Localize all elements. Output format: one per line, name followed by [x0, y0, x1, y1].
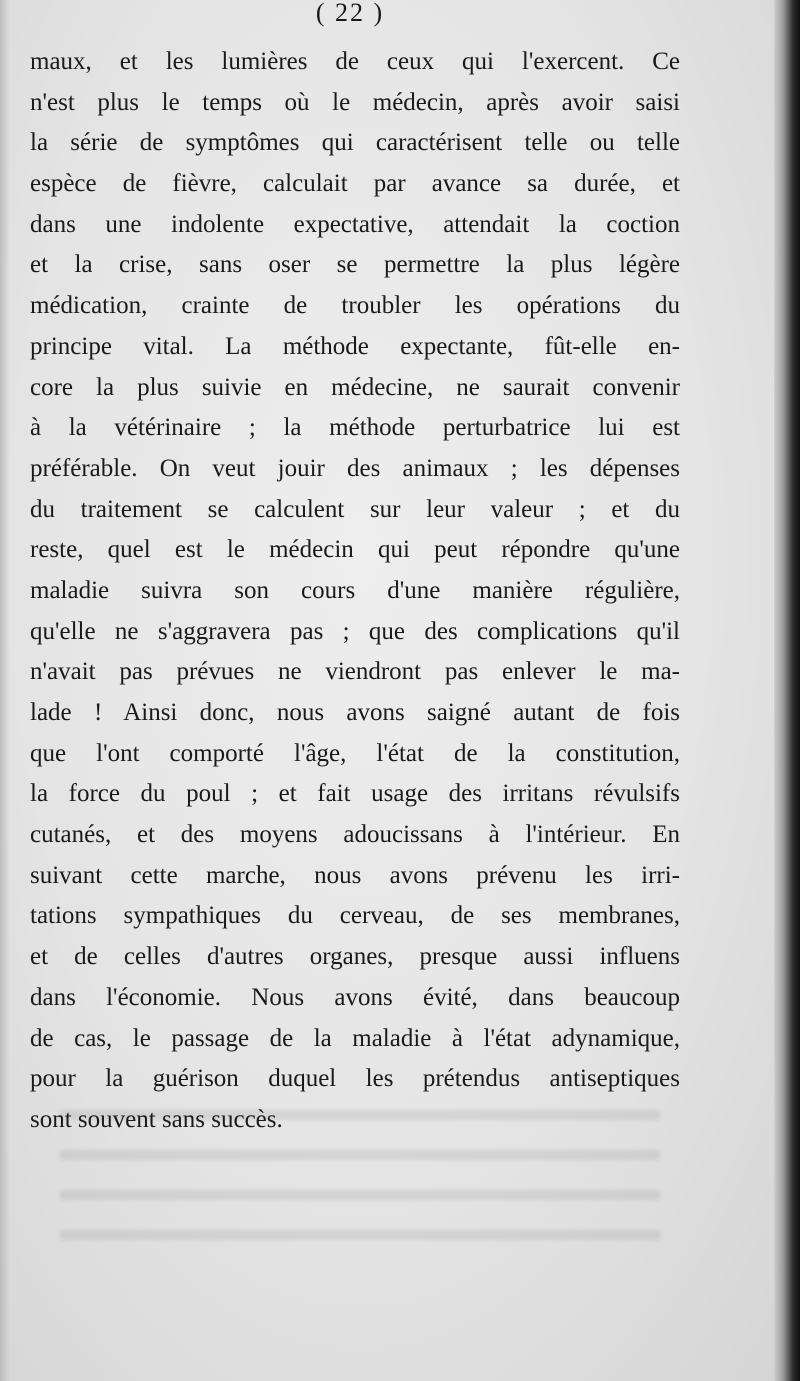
text-line: et la crise, sans oser se permettre la plus légère — [30, 251, 680, 279]
text-line-last: sont souvent sans succès. — [30, 1105, 283, 1133]
text-line: médication, crainte de troubler les opérations du — [30, 292, 680, 320]
text-line: dans une indolente expectative, attendait la coction — [30, 210, 680, 238]
text-line: suivant cette marche, nous avons prévenu les irri- — [30, 861, 680, 889]
text-line: à la vétérinaire ; la méthode perturbatrice lui est — [30, 414, 680, 442]
text-line: maux, et les lumières de ceux qui l'exercent. Ce — [30, 48, 680, 75]
body-text — [30, 42, 680, 1141]
text-line: espèce de fièvre, calculait par avance sa durée, et — [30, 170, 680, 198]
text-line: reste, quel est le médecin qui peut répondre qu'une — [30, 536, 680, 564]
text-line: pour la guérison duquel les prétendus antiseptiques — [30, 1065, 680, 1093]
text-line: tations sympathiques du cerveau, de ses membranes, — [30, 902, 680, 930]
text-line: dans l'économie. Nous avons évité, dans beaucoup — [30, 983, 680, 1011]
text-line: la force du poul ; et fait usage des irritans révulsifs — [30, 780, 680, 808]
text-line: n'est plus le temps où le médecin, après avoir saisi — [30, 88, 680, 116]
text-line: la série de symptômes qui caractérisent telle ou telle — [30, 129, 680, 157]
text-line: lade ! Ainsi donc, nous avons saigné autant de fois — [30, 699, 680, 726]
page-number-header: ( 22 ) — [315, 0, 385, 27]
text-line: maladie suivra son cours d'une manière régulière, — [30, 576, 680, 604]
text-line: core la plus suivie en médecine, ne saurait convenir — [30, 373, 680, 401]
book-spine-shadow — [774, 0, 800, 1381]
page-left-edge — [0, 0, 10, 1381]
text-line: qu'elle ne s'aggravera pas ; que des complications qu'il — [30, 617, 680, 645]
text-line: n'avait pas prévues ne viendront pas enlever le ma- — [30, 658, 680, 686]
text-line: cutanés, et des moyens adoucissans à l'intérieur. En — [30, 821, 680, 849]
text-line: du traitement se calculent sur leur valeur ; et du — [30, 495, 680, 523]
text-line: que l'ont comporté l'âge, l'état de la constitution, — [30, 739, 680, 767]
text-line: et de celles d'autres organes, presque aussi influens — [30, 943, 680, 971]
text-line: principe vital. La méthode expectante, fût-elle en- — [30, 332, 680, 360]
text-line: de cas, le passage de la maladie à l'état adynamique, — [30, 1024, 680, 1052]
text-line: préférable. On veut jouir des animaux ; les dépenses — [30, 454, 680, 482]
